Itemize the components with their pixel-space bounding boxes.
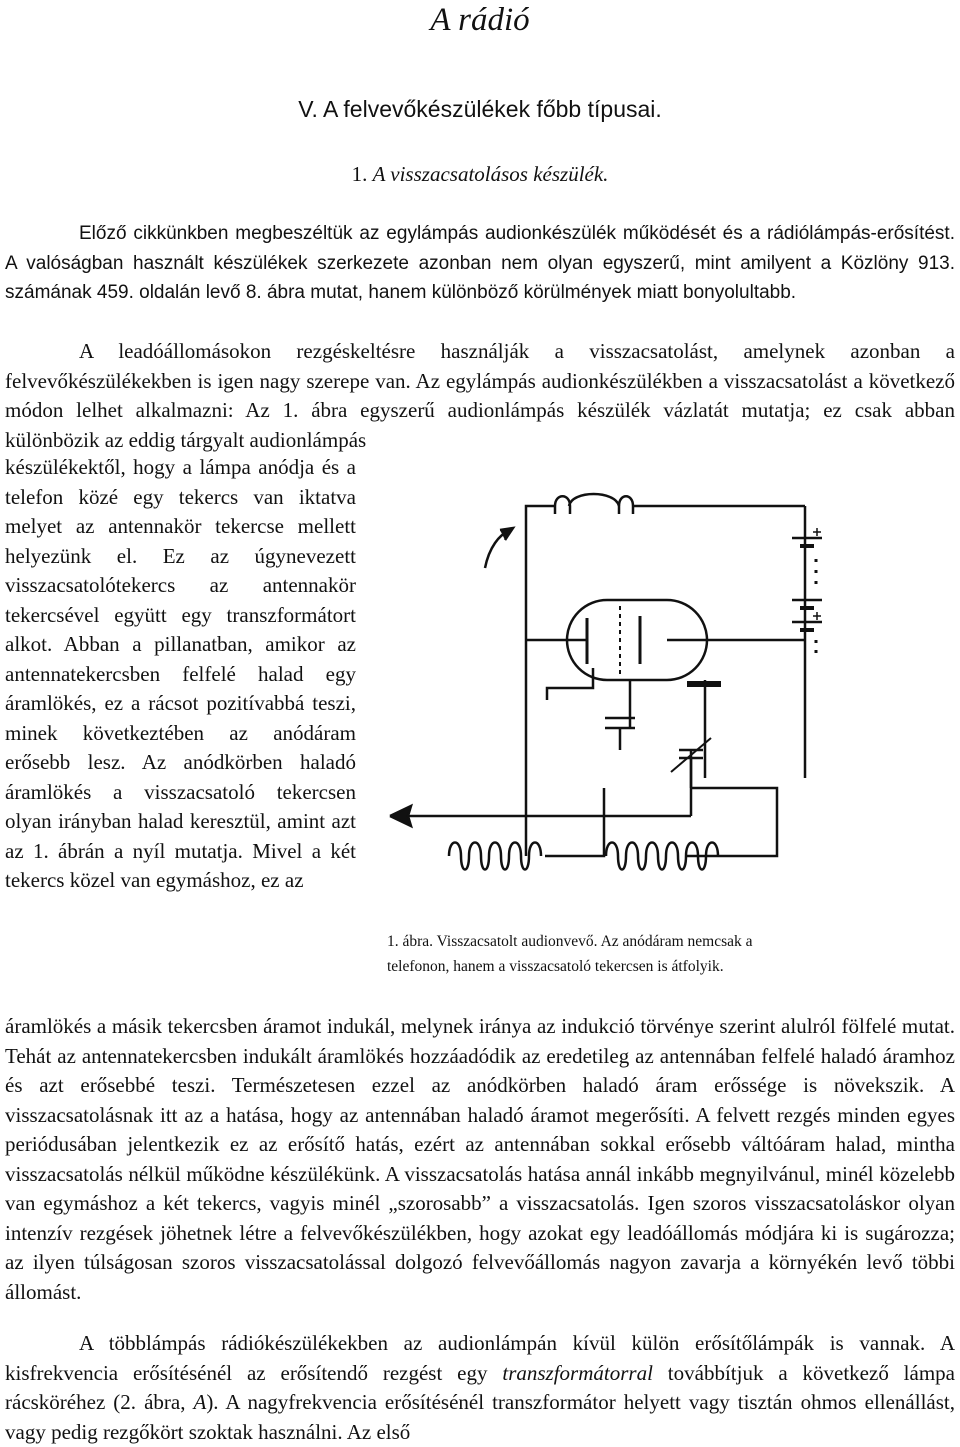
para4-text-a: A többlámpás rádiókészülékekben az audionlámpán kívül külön erősítőlámpák is vannak. A kisfrekvencia erősítésénél az erősítendő rezgést egy xyxy=(5,1331,955,1385)
page-title: A rádió xyxy=(430,2,530,38)
para4-text-c: továbbítjuk a következő lámpa rácsköréhez (2. ábra, xyxy=(5,1360,955,1414)
para4-emphasis-transformer: transzformátorral xyxy=(502,1360,653,1385)
caption-line-1: 1. ábra. Visszacsatolt audionvevő. Az anódáram nemcsak a xyxy=(387,933,753,950)
subsection-title: A visszacsatolásos készülék. xyxy=(372,162,609,186)
paragraph-column: készülékektől, hogy a lámpa anódja és a telefon közé egy tekercs van iktatva melyet az antennakör tekercse mellett helyezünk el. Ez az úgynevezett visszacsatolótekercs az antennakör tekercsével együtt egy transzformátort alkot. Abban a pillanatban, amikor az antennatekercsben felfelé halad egy áramlökés, ez a rácsot pozitívabbá teszi, minek következtében az anódáram erősebb lesz. Az anódkörben haladó áramlökés a visszacsatoló tekercsen olyan irányban halad keresztül, amint azt az 1. ábrán a nyíl mutatja. Mivel a két tekercs közel van egymáshoz, ez az xyxy=(5,455,356,892)
paragraph-multilamp xyxy=(5,1329,955,1447)
figure-caption xyxy=(387,929,947,979)
paragraph-intro: Előző cikkünkben megbeszéltük az egylámpás audionkészülék működését és a rádiólámpás-erősítést. A valóságban használt készülékek szerkezete azonban nem olyan egyszerű, mint amilyent a Közlöny 913. számának 459. oldalán levő 8. ábra mutat, hanem különböző körülmények miatt bonyolultabb. xyxy=(5,223,955,303)
para4-emphasis-a: A xyxy=(193,1390,207,1414)
section-heading: V. A felvevőkészülékek főbb típusai. xyxy=(298,96,662,122)
subsection-heading xyxy=(0,162,960,187)
subsection-number: 1. xyxy=(351,162,368,186)
paragraph-continued: áramlökés a másik tekercsben áramot indukál, melynek iránya az indukció törvénye szerint alulról fölfelé mutat. Tehát az antennatekercsben indukált áramlökés hozzáadódik az eredetileg az antennában felfelé haladó áramhoz és azt erősebbé teszi. Természetesen ezzel az anódkörben haladó áram erőssége is növekszik. A visszacsatolásnak itt az a hatása, hogy az antennában haladó áramot megerősíti. A felvett rezgés minden egyes periódusában jelentkezik ez az erősítő hatás, ezért az antennában sokkal erősebb váltóáram halad, mintha visszacsatolás nélkül működne készülékünk. A visszacsatolás hatása annál inkább megnyilvánul, minél közelebb van egymáshoz a két tekercs, vagyis minél „szorosabb” a visszacsatolás. Igen szoros visszacsatoláskor olyan intenzív rezgések jöhetnek létre a felvevőkészülékben, hogy azokat egy leadóállomás módjára ki is sugározza; az ilyen túlságosan szoros visszacsatolással dolgozó felvevőállomás nagyon zavarja a környékén levő többi állomást. xyxy=(5,1014,955,1304)
para4-text-e: ). A nagyfrekvencia erősítésénél transzformátor helyett vagy tisztán ohmos ellenállást, vagy pedig rezgőkört szoktak használni. Az első xyxy=(5,1390,956,1444)
circuit-diagram xyxy=(375,488,960,923)
caption-line-2: telefonon, hanem a visszacsatoló tekercsen is átfolyik. xyxy=(387,958,724,975)
paragraph-feedback: A leadóállomásokon rezgéskeltésre használják a visszacsatolást, amelynek azonban a felvevőkészülékekben is igen nagy szerepe van. Az egylámpás audionkészülékben a visszacsatolást a következő módon lelhet alkalmazni: Az 1. ábra egyszerű audionlámpás készülék vázlatát mutatja; ez csak abban különbözik az eddig tárgyalt audionlámpás xyxy=(5,339,955,452)
